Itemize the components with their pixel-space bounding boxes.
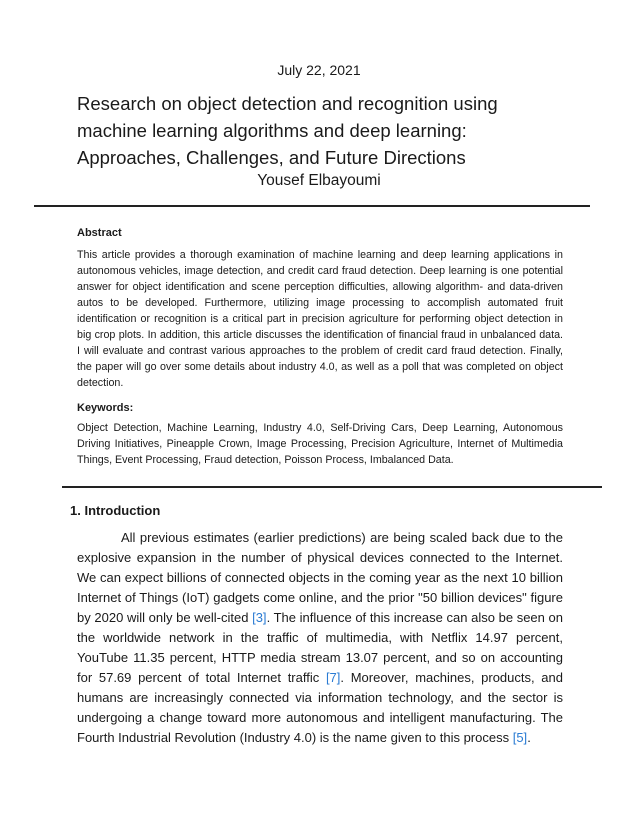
intro-text-part-4: .	[527, 730, 531, 745]
intro-text-part-2: . The influence of this increase can also be seen on the worldwide network in the traffic of multimedia, with Netflix 14.97 percent, YouTube 11.35 percent, HTTP media stream 13.07 percent, and so on accounting for 57.69 percent of total Internet traffic	[77, 610, 563, 685]
intro-text-part-1: All previous estimates (earlier predictions) are being scaled back due to the explosive expansion in the number of physical devices connected to the Internet. We can expect billions of connected objects in the coming year as the next 10 billion Internet of Things (IoT) gadgets come online, and the prior "50 billion devices" figure by 2020 will only be well-cited	[77, 530, 563, 625]
paper-date: July 22, 2021	[277, 62, 361, 78]
section-divider	[62, 486, 602, 488]
citation-link-7[interactable]: [7]	[325, 670, 341, 685]
keywords-text: Object Detection, Machine Learning, Industry 4.0, Self-Driving Cars, Deep Learning, Autonomous Driving Initiatives, Pineapple Crown, Image Processing, Precision Agriculture, Internet of Multimedia Things, Event Processing, Fraud detection, Poisson Process, Imbalanced Data.	[77, 422, 563, 466]
top-divider	[34, 205, 590, 207]
abstract-text: This article provides a thorough examination of machine learning and deep learning applications in autonomous vehicles, image detection, and credit card fraud detection. Deep learning is one potential answer for object identification and scene perception difficulties, allowing algorithm- and data-driven autos to be developed. Furthermore, utilizing image processing to accomplish automated fruit identification or recognition is a critical part in precision agriculture for performing object detection in big crop plots. In addition, this article discusses the identification of financial fraud in unbalanced data. I will evaluate and contrast various approaches to the problem of credit card fraud detection. Finally, the paper will go over some details about industry 4.0, as well as a poll that was completed on object detection.	[77, 249, 563, 389]
abstract-heading: Abstract	[77, 227, 122, 239]
paper-author: Yousef Elbayoumi	[257, 172, 381, 189]
citation-link-5[interactable]: [5]	[512, 730, 528, 745]
keywords-heading: Keywords:	[77, 402, 134, 414]
introduction-heading: 1. Introduction	[70, 503, 161, 518]
introduction-paragraph	[77, 528, 563, 748]
paper-title: Research on object detection and recognition using machine learning algorithms and deep learning: Approaches, Challenges, and Future Directions	[77, 93, 498, 168]
citation-link-3[interactable]: [3]	[252, 610, 267, 625]
intro-text-part-3: . Moreover, machines, products, and humans are increasingly connected via information technology, and the sector is undergoing a change toward more autonomous and intelligent manufacturing. The Fourth Industrial Revolution (Industry 4.0) is the name given to this process	[77, 670, 563, 745]
